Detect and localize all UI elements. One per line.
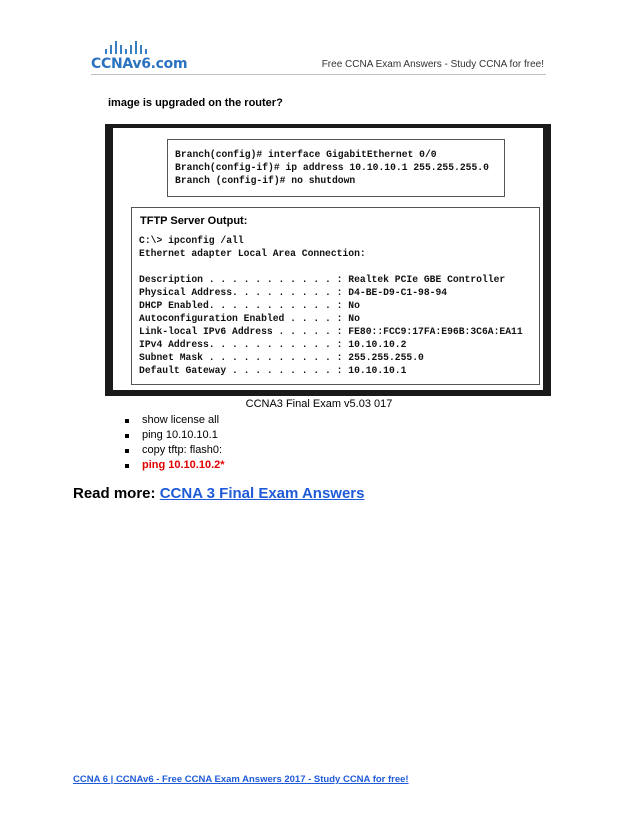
figure-caption: CCNA3 Final Exam v5.03 017 [245,398,393,410]
question-text: image is upgraded on the router? [108,97,283,109]
read-more [73,485,365,502]
answer-option: ping 10.10.10.1 [125,428,225,443]
logo-text: CCNAv6.com [91,56,188,72]
tftp-output-text: C:\> ipconfig /all Ethernet adapter Local Area Connection: Description . . . . . . . . . . . : Realtek PCIe GBE Controller Physical Address. . . . . . . . . : D4-BE-D9-C1-98-94 DHCP Enabled. . . . . . . . . . . : No Autoconfiguration Enabled . . . . : No Link-local IPv6 Address . . . . . : FE80::FCC9:17FA:E96B:3C6A:EA11 IPv4 Address. . . . . . . . . . . : 10.10.10.2 Subnet Mask . . . . . . . . . . . : 255.255.255.0 Default Gateway . . . . . . . . . : 10.10.10.1 [139,235,523,376]
header-divider [91,74,546,75]
answer-option: show license all [125,413,225,428]
page-header [0,0,638,80]
tftp-title: TFTP Server Output: [140,215,248,227]
footer-link[interactable]: CCNA 6 | CCNAv6 - Free CCNA Exam Answers 2017 - Study CCNA for free! [73,774,409,785]
correct-answer-option: ping 10.10.10.2* [125,458,225,473]
read-more-link[interactable]: CCNA 3 Final Exam Answers [159,485,365,502]
exhibit-figure [105,124,551,396]
router-cli-box [167,139,505,197]
site-logo[interactable] [91,40,188,76]
exhibit-canvas [113,128,543,390]
cisco-bars-icon [105,40,147,54]
tftp-output-box [131,207,540,385]
read-more-label: Read more: [73,485,156,502]
header-tagline: Free CCNA Exam Answers - Study CCNA for free! [321,59,544,70]
router-cli-text: Branch(config)# interface GigabitEthernet 0/0 Branch(config-if)# ip address 10.10.10.1 255.255.255.0 Branch (config-if)# no shutdown [175,149,489,186]
answer-options [125,413,225,473]
answer-option: copy tftp: flash0: [125,443,225,458]
